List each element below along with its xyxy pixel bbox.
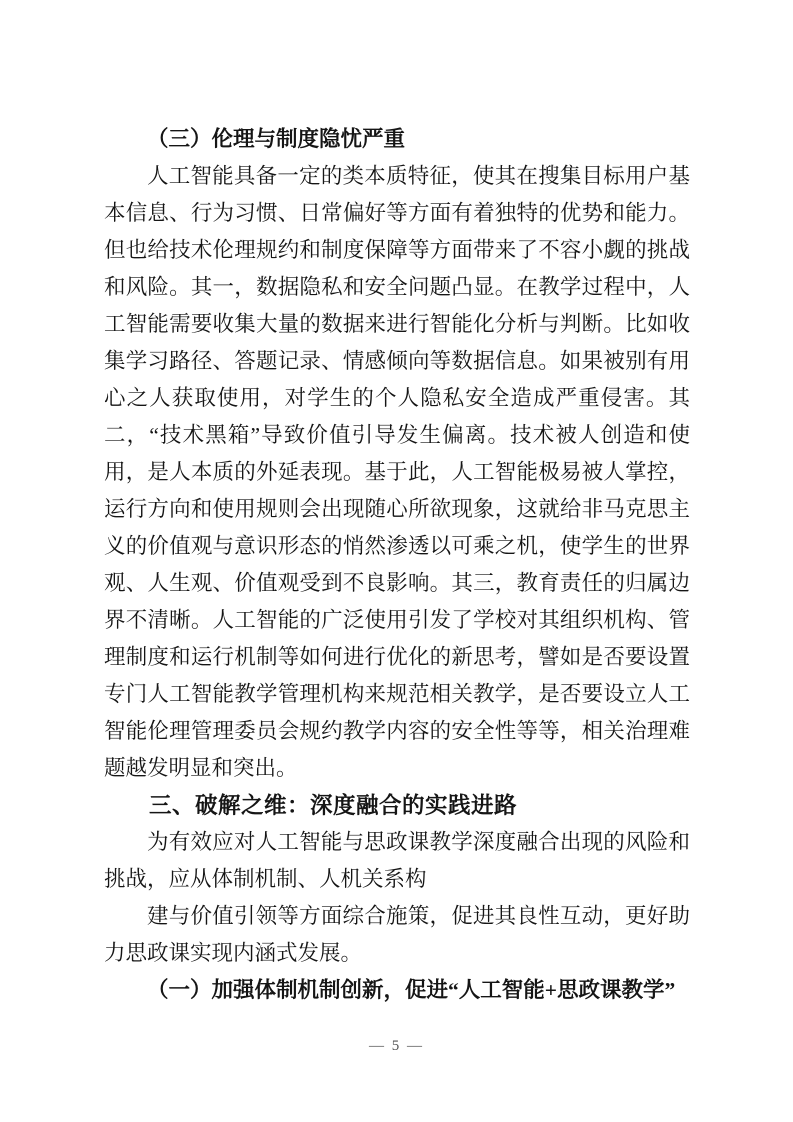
paragraph-practice-intro-1: 为有效应对人工智能与思政课教学深度融合出现的风险和挑战，应从体制机制、人机关系构: [104, 830, 690, 891]
paragraph-practice-intro-2: 建与价值引领等方面综合施策，促进其良性互动，更好助力思政课实现内涵式发展。: [104, 904, 690, 965]
paragraph-ethics-risks: 人工智能具备一定的类本质特征，使其在搜集目标用户基本信息、行为习惯、日常偏好等方面有着独特的优势和能力。但也给技术伦理规约和制度保障等方面带来了不容小觑的挑战和风险。其一，数据隐私和安全问题凸显。在教学过程中，人工智能需要收集大量的数据来进行智能化分析与判断。比如收集学习路径、答题记录、情感倾向等数据信息。如果被别有用心之人获取使用，对学生的个人隐私安全造成严重侵害。其二，“技术黑箱”导致价值引导发生偏离。技术被人创造和使用，是人本质的外延表现。基于此，人工智能极易被人掌控，运行方向和使用规则会出现随心所欲现象，这就给非马克思主义的价值观与意识形态的悄然渗透以可乘之机，使学生的世界观、人生观、价值观受到不良影响。其三，教育责任的归属边界不清晰。人工智能的广泛使用引发了学校对其组织机构、管理制度和运行机制等如何进行优化的新思考，譬如是否要设置专门人工智能教学管理机构来规范相关教学，是否要设立人工智能伦理管理委员会规约教学内容的安全性等等，相关治理难题越发明显和突出。: [104, 164, 690, 780]
chapter-heading-practice-path: 三、破解之维：深度融合的实践进路: [149, 793, 518, 818]
page-number: — 5 —: [369, 1038, 424, 1054]
page-footer: [0, 1037, 793, 1055]
section-heading-ethics-institutional-concerns: （三）伦理与制度隐忧严重: [147, 127, 406, 151]
document-body: [104, 121, 690, 1009]
subsection-heading-mechanism-innovation: （一）加强体制机制创新，促进“人工智能+思政课教学”: [147, 978, 676, 1002]
